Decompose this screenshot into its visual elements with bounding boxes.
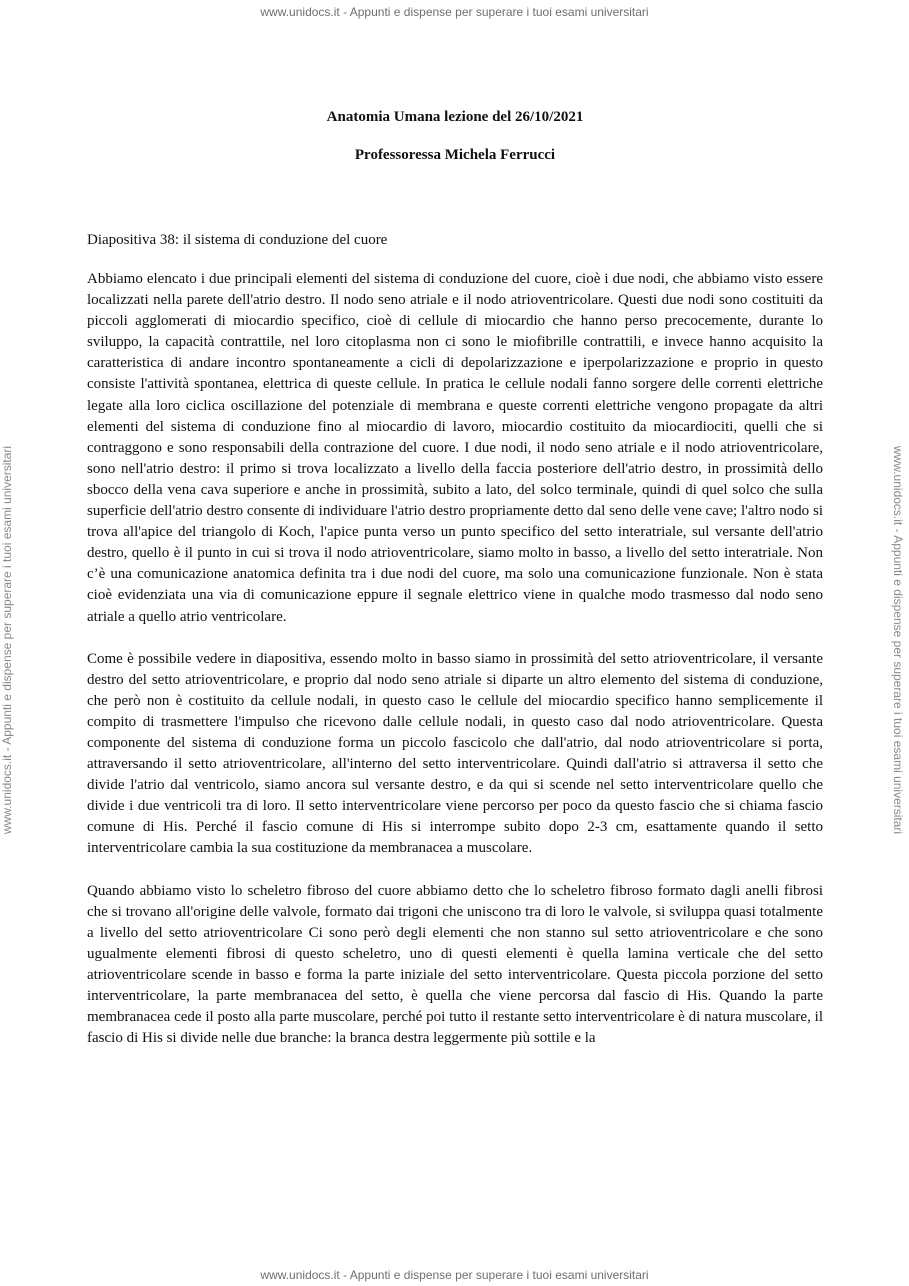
watermark-side-right: www.unidocs.it - Appunti e dispense per superare i tuoi esami universitari — [891, 445, 905, 835]
document-page — [87, 108, 823, 1049]
document-author: Professoressa Michela Ferrucci — [354, 147, 556, 163]
paragraph-3: Quando abbiamo visto lo scheletro fibroso del cuore abbiamo detto che lo scheletro fibroso formato dagli anelli fibrosi che si trovano all'origine delle valvole, formato dai trigoni che uniscono tra di loro le valvole, si sviluppa quasi totalmente a livello del setto atrioventricolare Ci sono però degli elementi che non stanno sul setto atrioventricolare e che sono ugualmente elementi fibrosi di questo scheletro, uno di questi elementi è quella lamina verticale che del setto atrioventricolare scende in basso e forma la parte iniziale del setto interventricolare. Questa piccola porzione del setto interventricolare, la parte membranacea del setto, è quella che viene percorsa dal fascio di His. Quando la parte membranacea cede il posto alla parte muscolare, perché poi tutto il restante setto interventricolare è di natura muscolare, il fascio di His si divide nelle due branche: la branca destra leggermente più sottile e la — [87, 882, 823, 1047]
watermark-header: www.unidocs.it - Appunti e dispense per superare i tuoi esami universitari — [260, 5, 649, 19]
slide-heading: Diapositiva 38: il sistema di conduzione del cuore — [87, 232, 388, 248]
paragraph-1: Abbiamo elencato i due principali elementi del sistema di conduzione del cuore, cioè i due nodi, che abbiamo visto essere localizzati nella parete dell'atrio destro. Il nodo seno atriale e il nodo atrioventricolare. Questi due nodi sono costituiti da piccoli agglomerati di miocardio specifico, cioè di cellule di miocardio che hanno perso precocemente, durante lo sviluppo, la capacità contrattile, nel loro citoplasma non ci sono le miofibrille contrattili, e invece hanno acquisito la caratteristica di andare incontro spontaneamente a cicli di depolarizzazione e iperpolarizzazione e proprio in questo consiste l'attività spontanea, elettrica di queste cellule. In pratica le cellule nodali fanno sorgere delle correnti elettriche legate alla loro ciclica oscillazione del potenziale di membrana e queste correnti elettriche vengono propagate da altri elementi del sistema di conduzione fino al miocardio di lavoro, miocardio costituito da miocardiociti, quelli che si contraggono e sono responsabili della contrazione del cuore. I due nodi, il nodo seno atriale e il nodo atrioventricolare, sono nell'atrio destro: il primo si trova localizzato a livello della faccia posteriore dell'atrio destro, in prossimità dello sbocco della vena cava superiore e anche in prossimità, subito a lato, del solco terminale, quindi di quel solco che sulla superficie dell'atrio destro consente di individuare l'atrio destro propriamente detto dal seno delle vene cave; l'altro nodo si trova all'apice del triangolo di Koch, l'apice punta verso un punto specifico del setto interatriale, sul versante dell'atrio destro, quello è il punto in cui si trova il nodo atrioventricolare, siamo molto in basso, a livello del setto interatriale. Non c’è una comunicazione anatomica definita tra i due nodi del cuore, ma solo una comunicazione funzionale. Non è stata cioè evidenziata una via di comunicazione eppure il segnale elettrico viene in qualche modo trasmesso dal nodo seno atriale a quello atrio ventricolare. — [87, 271, 823, 625]
watermark-side-left: www.unidocs.it - Appunti e dispense per superare i tuoi esami universitari — [0, 445, 14, 835]
watermark-footer: www.unidocs.it - Appunti e dispense per superare i tuoi esami universitari — [260, 1268, 649, 1282]
document-title: Anatomia Umana lezione del 26/10/2021 — [326, 109, 584, 125]
paragraph-2: Come è possibile vedere in diapositiva, essendo molto in basso siamo in prossimità del setto atrioventricolare, il versante destro del setto atrioventricolare, e proprio dal nodo seno atriale si diparte un altro elemento del sistema di conduzione, che però non è costituito da cellule nodali, in questo caso le cellule del miocardio specifico hanno semplicemente il compito di trasmettere l'impulso che ricevono dalle cellule nodali, in questo caso dal nodo atrioventricolare. Questa componente del sistema di conduzione forma un piccolo fascicolo che dall'atrio, dal nodo atrioventricolare si porta, attraversando il setto atrioventricolare, all'interno del setto interventricolare. Quindi dall'atrio si attraversa il setto che divide l'atrio dal ventricolo, siamo ancora sul versante destro, e da qui si scende nel setto interventricolare quello che divide i due ventricoli tra di loro. Il setto interventricolare viene percorso per poco da questo fascio che si chiama fascio comune di His. Perché il fascio comune di His si interrompe subito dopo 2-3 cm, esattamente quando il setto interventricolare cambia la sua costituzione da membranacea a muscolare. — [87, 650, 823, 857]
